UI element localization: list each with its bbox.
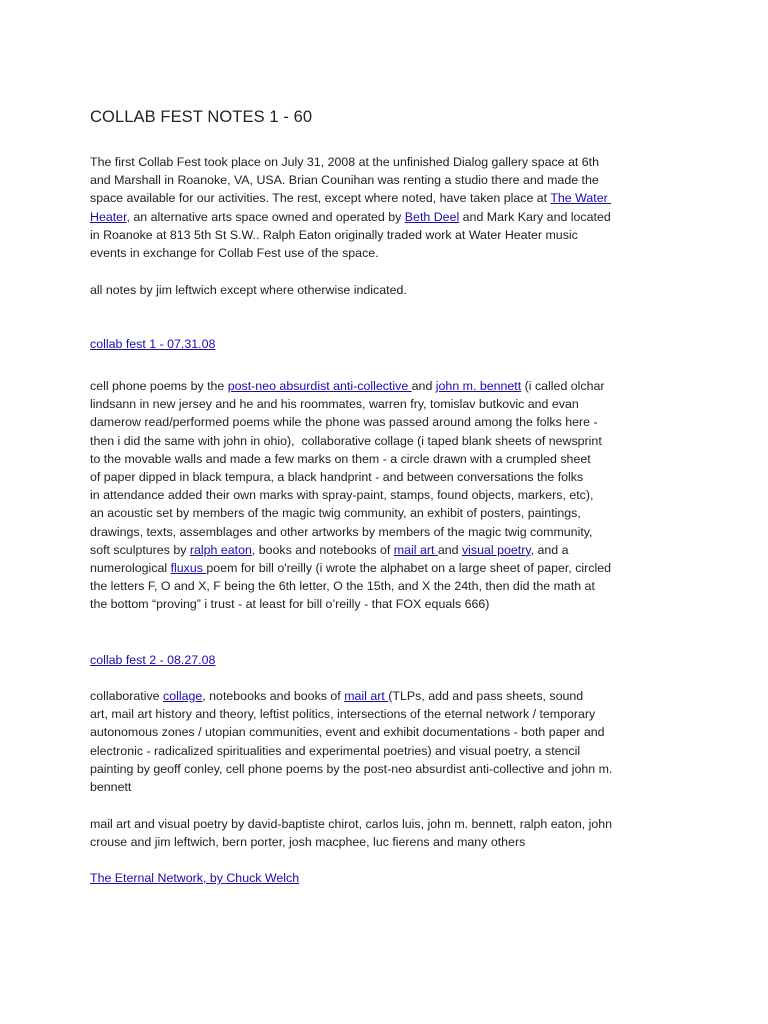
fest2-line: autonomous zones / utopian communities, event and exhibit documentations - both paper and — [90, 725, 605, 740]
fest2-line: painting by geoff conley, cell phone poems by the post-neo absurdist anti-collective and john m. — [90, 761, 613, 776]
fest2-line: collaborative collage, notebooks and books of mail art (TLPs, add and pass sheets, sound — [90, 689, 584, 703]
fest2-line: art, mail art history and theory, leftist politics, intersections of the eternal network / temporary — [90, 707, 596, 722]
beth-deel-link[interactable]: Beth Deel — [404, 209, 460, 224]
ralph-eaton-link[interactable]: ralph eaton — [189, 542, 252, 557]
fest1-line: soft sculptures by ralph eaton, books and notebooks of mail art and visual poetry, and a — [90, 542, 569, 557]
intro-line: Heater, an alternative arts space owned and operated by Beth Deel and Mark Kary and located — [90, 209, 611, 224]
fest1-line: the letters F, O and X, F being the 6th letter, O the 15th, and X the 24th, then did the math at — [90, 579, 595, 594]
eternal-network-link[interactable]: The Eternal Network, by Chuck Welch — [90, 871, 300, 885]
fest1-line: lindsann in new jersey and he and his roommates, warren fry, tomislav butkovic and evan — [90, 397, 579, 412]
intro-line: The first Collab Fest took place on July 31, 2008 at the unfinished Dialog gallery space at 6th — [90, 155, 600, 169]
fest2-line: crouse and jim leftwich, bern porter, josh macphee, luc fierens and many others — [90, 835, 526, 850]
fest1-line: drawings, texts, assemblages and other artworks by members of the magic twig community, — [90, 524, 593, 539]
collage-link[interactable]: collage — [163, 689, 203, 703]
fest1-line: in attendance added their own marks with spray-paint, stamps, found objects, markers, etc), — [90, 488, 594, 503]
notes-attribution: all notes by jim leftwich except where otherwise indicated. — [90, 283, 407, 297]
fest1-paragraph — [90, 377, 611, 614]
intro-line: and Marshall in Roanoke, VA, USA. Brian Counihan was renting a studio there and made the — [90, 173, 599, 188]
john-m-bennett-link[interactable]: john m. bennett — [435, 379, 522, 393]
intro-line: events in exchange for Collab Fest use of the space. — [90, 246, 379, 261]
eternal-network-block — [90, 869, 299, 887]
fest2-line: bennett — [90, 780, 132, 795]
mail-art-link[interactable]: mail art — [393, 542, 438, 557]
water-heater-link[interactable]: The Water — [550, 191, 612, 206]
fest1-line: then i did the same with john in ohio), collaborative collage (i taped blank sheets of newsprint — [90, 433, 602, 448]
visual-poetry-link[interactable]: visual poetry — [461, 542, 531, 557]
fest2-paragraph — [90, 687, 612, 796]
fest2-heading — [90, 651, 215, 669]
fest1-line: the bottom “proving” i trust - at least for bill o’reilly - that FOX equals 666) — [90, 597, 490, 612]
fest1-line: damerow read/performed poems while the phone was passed around among the folks here - — [90, 415, 598, 430]
intro-line: in Roanoke at 813 5th St S.W.. Ralph Eaton originally traded work at Water Heater music — [90, 227, 578, 242]
fest2-mail-art-paragraph — [90, 815, 612, 851]
fest2-line: electronic - radicalized spiritualities and experimental poetries) and visual poetry, a stencil — [90, 743, 581, 758]
fest1-line: of paper dipped in black tempura, a black handprint - and between conversations the folks — [90, 470, 584, 485]
fluxus-link[interactable]: fluxus — [170, 561, 207, 576]
fest1-line: cell phone poems by the post-neo absurdist anti-collective and john m. bennett (i called olchar — [90, 379, 605, 393]
collab-fest-1-link[interactable]: collab fest 1 - 07.31.08 — [90, 337, 216, 351]
page-title: COLLAB FEST NOTES 1 - 60 — [90, 108, 313, 126]
intro-paragraph — [90, 153, 611, 262]
fest1-line: to the movable walls and made a few marks on them - a circle drawn with a crumpled sheet — [90, 451, 591, 466]
fest1-heading — [90, 335, 215, 353]
mail-art-link-2[interactable]: mail art — [344, 689, 389, 703]
fest1-line: an acoustic set by members of the magic twig community, an exhibit of posters, paintings, — [90, 506, 581, 521]
intro-line: space available for our activities. The rest, except where noted, have taken place at The Water — [90, 191, 612, 206]
post-neo-absurdist-link[interactable]: post-neo absurdist anti-collective — [227, 379, 412, 393]
fest2-line: mail art and visual poetry by david-baptiste chirot, carlos luis, john m. bennett, ralph eaton, john — [90, 817, 613, 831]
fest1-line: numerological fluxus poem for bill o'reilly (i wrote the alphabet on a large sheet of paper, circled — [90, 561, 612, 576]
water-heater-link-cont[interactable]: Heater — [90, 209, 127, 224]
collab-fest-2-link[interactable]: collab fest 2 - 08.27.08 — [90, 653, 216, 667]
